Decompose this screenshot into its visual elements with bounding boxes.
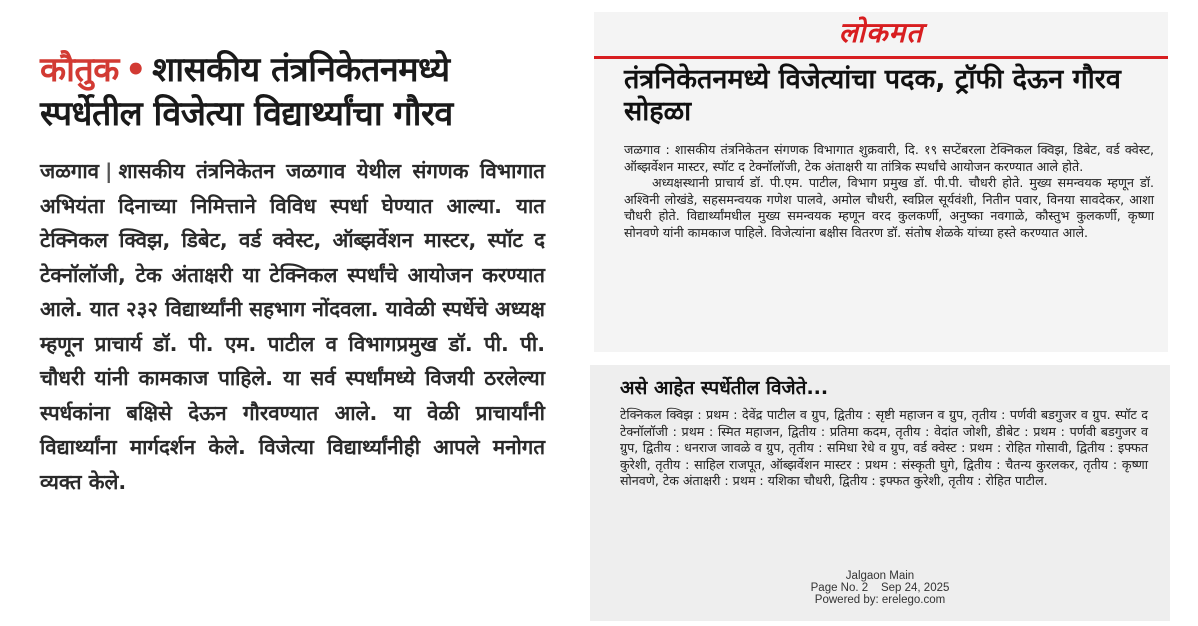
headline-text: शासकीय तंत्रनिकेतनमध्ये स्पर्धेतील विजेत्या विद्यार्थ्यांचा गौरव [40,50,453,134]
left-body-text: शासकीय तंत्रनिकेतन जळगाव येथील संगणक विभागात अभियंता दिनाच्या निमित्ताने विविध स्पर्धा घेण्यात आल्या. यात टेक्निकल क्विझ, डिबेट, वर्ड क्वेस्ट, ऑब्झर्वेशन मास्टर, स्पॉट द टेक्नॉलॉजी, टेक अंताक्षरी या टेक्निकल स्पर्धांचे आयोजन करण्यात आले. यात २३२ विद्यार्थ्यांनी सहभाग नोंदवला. यावेळी स्पर्धेचे अध्यक्ष म्हणून प्राचार्य डॉ. पी. एम. पाटील व विभागप्रमुख डॉ. पी. पी. चौधरी यांनी कामकाज पाहिले. या सर्व स्पर्धांमध्ये विजयी ठरलेल्या स्पर्धकांना बक्षिसे देऊन गौरवण्यात आले. या वेळी प्राचार्यांनी विद्यार्थ्यांना मार्गदर्शन केले. विजेत्या विद्यार्थ्यांनीही आपले मनोगत व्यक्त केले. [40,159,545,494]
winners-title: असे आहेत स्पर्धेतील विजेते... [620,377,829,399]
headline-kicker: कौतुक [40,50,119,90]
right-headline: तंत्रनिकेतनमध्ये विजेत्यांचा पदक, ट्रॉफी देऊन गौरव सोहळा [624,64,1121,127]
issue-date: Sep 24, 2025 [880,582,950,594]
dateline-separator: | [105,159,113,183]
left-news-clipping [40,48,545,548]
right-paragraph-1: जळगाव : शासकीय तंत्रनिकेतन संगणक विभागात शुक्रवारी, दि. १९ सप्टेंबरला टेक्निकल क्विझ, डिबेट, वर्ड क्वेस्ट, ऑब्झर्वेशन मास्टर, स्पॉट द टेक्नॉलॉजी, टेक अंताक्षरी या तांत्रिक स्पर्धांचे आयोजन करण्यात आले होते. [624,142,1154,174]
right-news-clipping [594,12,1168,352]
masthead-rule [594,56,1168,59]
kicker-bullet: • [124,50,147,90]
winners-text: टेक्निकल क्विझ : प्रथम : देवेंद्र पाटील व ग्रुप, द्वितीय : सृष्टी महाजन व ग्रुप, तृतीय : पर्णवी बडगुजर व ग्रुप. स्पॉट द टेक्नॉलॉजी : प्रथम : स्मित महाजन, द्वितीय : प्रतिमा कदम, तृतीय : वेदांत जोशी, डीबेट : प्रथम : पर्णवी बडगुजर व ग्रुप, द्वितीय : धनराज जावळे व ग्रुप, तृतीय : समिधा रेधे व ग्रुप, वर्ड क्वेस्ट : प्रथम : रोहित गोसावी, द्वितीय : इफ्फत कुरेशी, तृतीय : साहिल राजपूत, ऑब्झर्वेशन मास्टर : प्रथम : संस्कृती घुगे, द्वितीय : चैतन्य कुरलकर, तृतीय : कृष्णा सोनवणे, टेक अंताक्षरी : प्रथम : यशिका चौधरी, द्वितीय : इफ्फत कुरेशी, तृतीय : रोहित पाटील. [620,407,1148,488]
right-paragraph-2: अध्यक्षस्थानी प्राचार्य डॉ. पी.एम. पाटील, विभाग प्रमुख डॉ. पी.पी. चौधरी होते. मुख्य समन्वयक म्हणून डॉ. अश्विनी लोखंडे, सहसमन्वयक गणेश पालवे, अमोल चौधरी, स्वप्निल सूर्यवंशी, नितीन पवार, विनया सावदेकर, आशा चौधरी होते. विद्यार्थ्यांमधील मुख्य समन्वयक म्हणून वरद कुलकर्णी, अनुष्का नवगाळे, कौस्तुभ कुलकर्णी, कृष्णा सोनवणे यांनी कामकाज पाहिले. विजेत्यांना बक्षीस वितरण डॉ. संतोष शेळके यांच्या हस्ते करण्यात आले. [624,175,1154,240]
powered-by: Powered by: erelego.com [814,594,946,606]
left-headline [40,48,545,136]
newspaper-masthead [594,12,1168,52]
masthead-logo-text: लोकमत [838,16,924,49]
winners-clipping [590,365,1170,621]
page-number: Page No. 2 [810,582,869,594]
edition-label: Jalgaon Main [845,570,915,582]
dateline: जळगाव [40,159,100,183]
left-article-body [40,154,545,499]
right-article-body [624,142,1154,241]
epaper-footer [590,570,1170,606]
page-date-line [590,582,1170,594]
